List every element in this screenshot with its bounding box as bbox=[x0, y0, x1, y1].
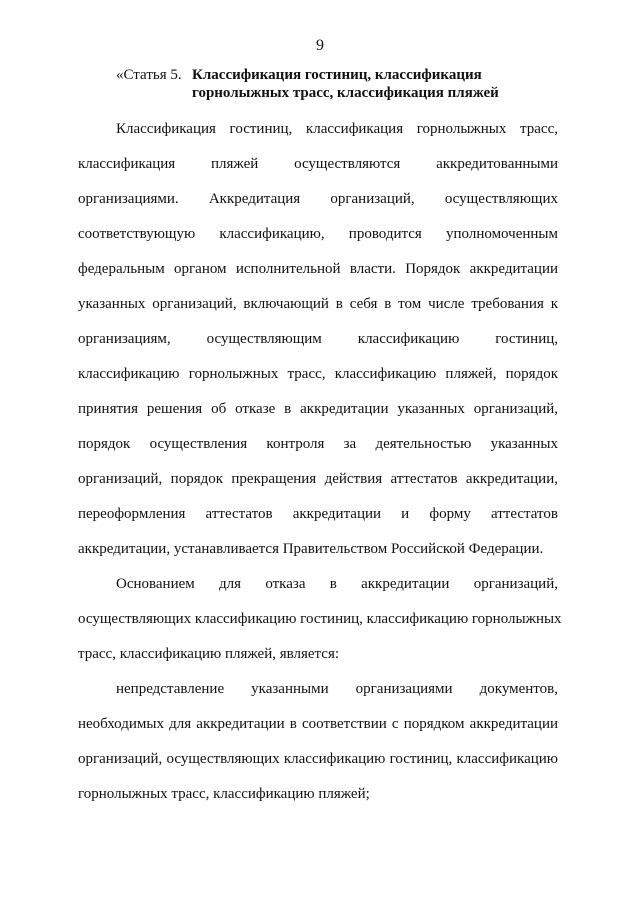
paragraph-1-line-6: указанных организаций, включающий в себя в том числе требования к bbox=[78, 296, 558, 312]
paragraph-1-line-13: аккредитации, устанавливается Правительством Российской Федерации. bbox=[78, 541, 544, 557]
paragraph-2-line-2: осуществляющих классификацию гостиниц, классификацию горнолыжных bbox=[78, 611, 562, 627]
paragraph-1-line-11: организаций, порядок прекращения действия аттестатов аккредитации, bbox=[78, 471, 558, 487]
article-title bbox=[192, 66, 552, 102]
article-label: «Статья 5. bbox=[116, 67, 182, 83]
article-heading bbox=[116, 66, 556, 102]
paragraph-1-line-2: классификация пляжей осуществляются аккредитованными bbox=[78, 156, 558, 172]
paragraph-1-line-3: организациями. Аккредитация организаций, осуществляющих bbox=[78, 191, 558, 207]
article-title-line-1: Классификация гостиниц, классификация bbox=[192, 67, 482, 83]
paragraph-1-line-4: соответствующую классификацию, проводится уполномоченным bbox=[78, 226, 558, 242]
paragraph-2-line-3: трасс, классификацию пляжей, является: bbox=[78, 646, 340, 662]
paragraph-2-line-1: Основанием для отказа в аккредитации организаций, bbox=[116, 576, 558, 592]
paragraph-1-line-9: принятия решения об отказе в аккредитации указанных организаций, bbox=[78, 401, 558, 417]
paragraph-3-line-4: горнолыжных трасс, классификацию пляжей; bbox=[78, 786, 370, 802]
paragraph-1-line-12: переоформления аттестатов аккредитации и форму аттестатов bbox=[78, 506, 558, 522]
paragraph-3-line-1: непредставление указанными организациями документов, bbox=[116, 681, 558, 697]
paragraph-1-line-1: Классификация гостиниц, классификация горнолыжных трасс, bbox=[116, 121, 558, 137]
paragraph-1-line-8: классификацию горнолыжных трасс, классификацию пляжей, порядок bbox=[78, 366, 558, 382]
paragraph-1-line-7: организациям, осуществляющим классификацию гостиниц, bbox=[78, 331, 558, 347]
paragraph-3-line-2: необходимых для аккредитации в соответствии с порядком аккредитации bbox=[78, 716, 558, 732]
paragraph-3-line-3: организаций, осуществляющих классификацию гостиниц, классификацию bbox=[78, 751, 558, 767]
page-number: 9 bbox=[316, 37, 324, 54]
paragraph-1-line-10: порядок осуществления контроля за деятельностью указанных bbox=[78, 436, 558, 452]
article-title-line-2: горнолыжных трасс, классификация пляжей bbox=[192, 85, 499, 101]
paragraph-1-line-5: федеральным органом исполнительной власти. Порядок аккредитации bbox=[78, 261, 558, 277]
